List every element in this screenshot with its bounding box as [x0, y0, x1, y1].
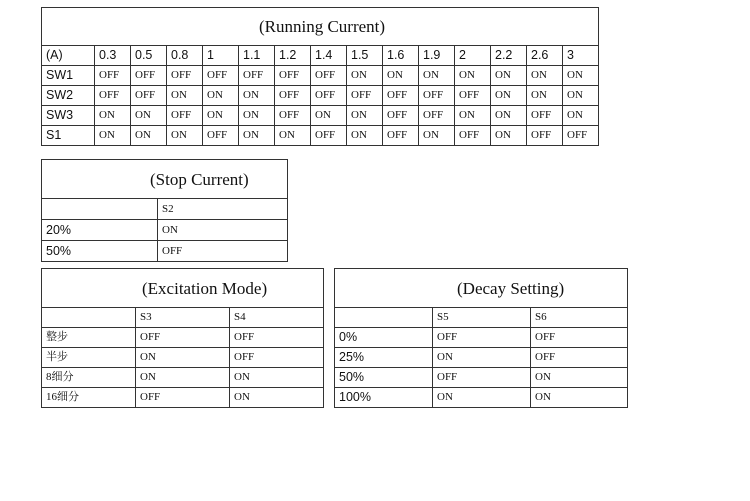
- switch-state: OFF: [275, 106, 311, 126]
- table-row: [42, 348, 324, 368]
- switch-state: ON: [527, 86, 563, 106]
- switch-state: ON: [563, 66, 599, 86]
- decay-setting-table: [334, 268, 628, 408]
- row-label: 整步: [42, 328, 136, 348]
- table-row: [42, 368, 324, 388]
- switch-state: OFF: [239, 66, 275, 86]
- current-header: 0.8: [167, 46, 203, 66]
- switch-state: ON: [131, 106, 167, 126]
- decay-setting-title: (Decay Setting): [335, 269, 628, 308]
- unit-label: (A): [42, 46, 95, 66]
- switch-state: ON: [167, 86, 203, 106]
- switch-state: ON: [491, 106, 527, 126]
- switch-state: ON: [230, 388, 324, 408]
- switch-state: OFF: [383, 126, 419, 146]
- switch-state: OFF: [311, 126, 347, 146]
- current-header: 1.2: [275, 46, 311, 66]
- switch-state: OFF: [347, 86, 383, 106]
- switch-state: OFF: [311, 86, 347, 106]
- switch-state: ON: [531, 388, 628, 408]
- switch-state: OFF: [95, 66, 131, 86]
- switch-state: OFF: [275, 66, 311, 86]
- switch-state: OFF: [167, 106, 203, 126]
- empty-header-cell: [335, 308, 433, 328]
- switch-state: OFF: [383, 86, 419, 106]
- current-header: 1.4: [311, 46, 347, 66]
- switch-state: ON: [239, 126, 275, 146]
- switch-state: ON: [167, 126, 203, 146]
- switch-state: OFF: [527, 126, 563, 146]
- switch-state: OFF: [563, 126, 599, 146]
- switch-state: OFF: [230, 328, 324, 348]
- switch-state: OFF: [531, 328, 628, 348]
- switch-state: OFF: [419, 86, 455, 106]
- row-label: 16细分: [42, 388, 136, 408]
- switch-state: ON: [563, 86, 599, 106]
- table-row: [42, 388, 324, 408]
- switch-state: ON: [563, 106, 599, 126]
- switch-state: OFF: [531, 348, 628, 368]
- stop-current-title: (Stop Current): [42, 160, 288, 199]
- switch-state: OFF: [419, 106, 455, 126]
- table-row: [42, 328, 324, 348]
- running-current-title: (Running Current): [42, 8, 599, 46]
- table-row: [42, 241, 288, 262]
- switch-state: ON: [491, 86, 527, 106]
- current-header: 1.5: [347, 46, 383, 66]
- switch-state: OFF: [167, 66, 203, 86]
- switch-state: ON: [131, 126, 167, 146]
- switch-state: OFF: [158, 241, 288, 262]
- row-label: 100%: [335, 388, 433, 408]
- switch-state: ON: [433, 348, 531, 368]
- excitation-mode-table: [41, 268, 324, 408]
- switch-state: ON: [455, 106, 491, 126]
- switch-state: OFF: [203, 66, 239, 86]
- table-row: [335, 348, 628, 368]
- row-label: 50%: [335, 368, 433, 388]
- switch-state: ON: [158, 220, 288, 241]
- current-header: 1.6: [383, 46, 419, 66]
- row-label: 半步: [42, 348, 136, 368]
- switch-state: ON: [383, 66, 419, 86]
- column-header: S4: [230, 308, 324, 328]
- decay-header-row: [335, 308, 628, 328]
- current-header: 2.6: [527, 46, 563, 66]
- switch-state: ON: [491, 126, 527, 146]
- table-row: [335, 388, 628, 408]
- switch-state: ON: [239, 106, 275, 126]
- current-header: 2.2: [491, 46, 527, 66]
- stop-current-table: [41, 159, 288, 262]
- switch-state: OFF: [527, 106, 563, 126]
- table-row: [42, 66, 599, 86]
- switch-state: OFF: [136, 328, 230, 348]
- running-current-header-row: [42, 46, 599, 66]
- row-label: 50%: [42, 241, 158, 262]
- switch-state: ON: [275, 126, 311, 146]
- switch-state: ON: [95, 106, 131, 126]
- switch-state: ON: [531, 368, 628, 388]
- switch-state: OFF: [131, 86, 167, 106]
- switch-state: ON: [491, 66, 527, 86]
- table-row: [42, 86, 599, 106]
- switch-state: ON: [347, 66, 383, 86]
- switch-state: ON: [136, 368, 230, 388]
- switch-state: OFF: [131, 66, 167, 86]
- switch-state: ON: [239, 86, 275, 106]
- switch-state: OFF: [136, 388, 230, 408]
- row-label: 0%: [335, 328, 433, 348]
- switch-state: OFF: [433, 368, 531, 388]
- switch-state: OFF: [203, 126, 239, 146]
- switch-state: ON: [347, 106, 383, 126]
- column-header: S2: [158, 199, 288, 220]
- switch-state: OFF: [433, 328, 531, 348]
- table-row: [335, 328, 628, 348]
- switch-state: OFF: [275, 86, 311, 106]
- table-row: [335, 368, 628, 388]
- switch-state: ON: [419, 66, 455, 86]
- excitation-mode-title: (Excitation Mode): [42, 269, 324, 308]
- current-header: 2: [455, 46, 491, 66]
- current-header: 0.3: [95, 46, 131, 66]
- switch-state: ON: [347, 126, 383, 146]
- switch-state: ON: [433, 388, 531, 408]
- switch-state: OFF: [230, 348, 324, 368]
- current-header: 1: [203, 46, 239, 66]
- switch-state: OFF: [455, 86, 491, 106]
- table-row: [42, 106, 599, 126]
- switch-label: SW1: [42, 66, 95, 86]
- current-header: 1.1: [239, 46, 275, 66]
- switch-state: ON: [230, 368, 324, 388]
- switch-label: S1: [42, 126, 95, 146]
- column-header: S6: [531, 308, 628, 328]
- empty-header-cell: [42, 308, 136, 328]
- switch-state: ON: [527, 66, 563, 86]
- row-label: 8细分: [42, 368, 136, 388]
- switch-state: ON: [203, 106, 239, 126]
- excitation-header-row: [42, 308, 324, 328]
- column-header: S5: [433, 308, 531, 328]
- switch-state: ON: [311, 106, 347, 126]
- table-row: [42, 126, 599, 146]
- switch-state: ON: [136, 348, 230, 368]
- stop-current-header-row: [42, 199, 288, 220]
- switch-state: OFF: [383, 106, 419, 126]
- switch-label: SW2: [42, 86, 95, 106]
- empty-header-cell: [42, 199, 158, 220]
- current-header: 1.9: [419, 46, 455, 66]
- switch-state: ON: [95, 126, 131, 146]
- switch-label: SW3: [42, 106, 95, 126]
- switch-state: ON: [455, 66, 491, 86]
- row-label: 25%: [335, 348, 433, 368]
- switch-state: OFF: [455, 126, 491, 146]
- row-label: 20%: [42, 220, 158, 241]
- column-header: S3: [136, 308, 230, 328]
- switch-state: ON: [203, 86, 239, 106]
- switch-state: OFF: [95, 86, 131, 106]
- switch-state: ON: [419, 126, 455, 146]
- current-header: 3: [563, 46, 599, 66]
- switch-state: OFF: [311, 66, 347, 86]
- running-current-table: [41, 7, 599, 146]
- table-row: [42, 220, 288, 241]
- current-header: 0.5: [131, 46, 167, 66]
